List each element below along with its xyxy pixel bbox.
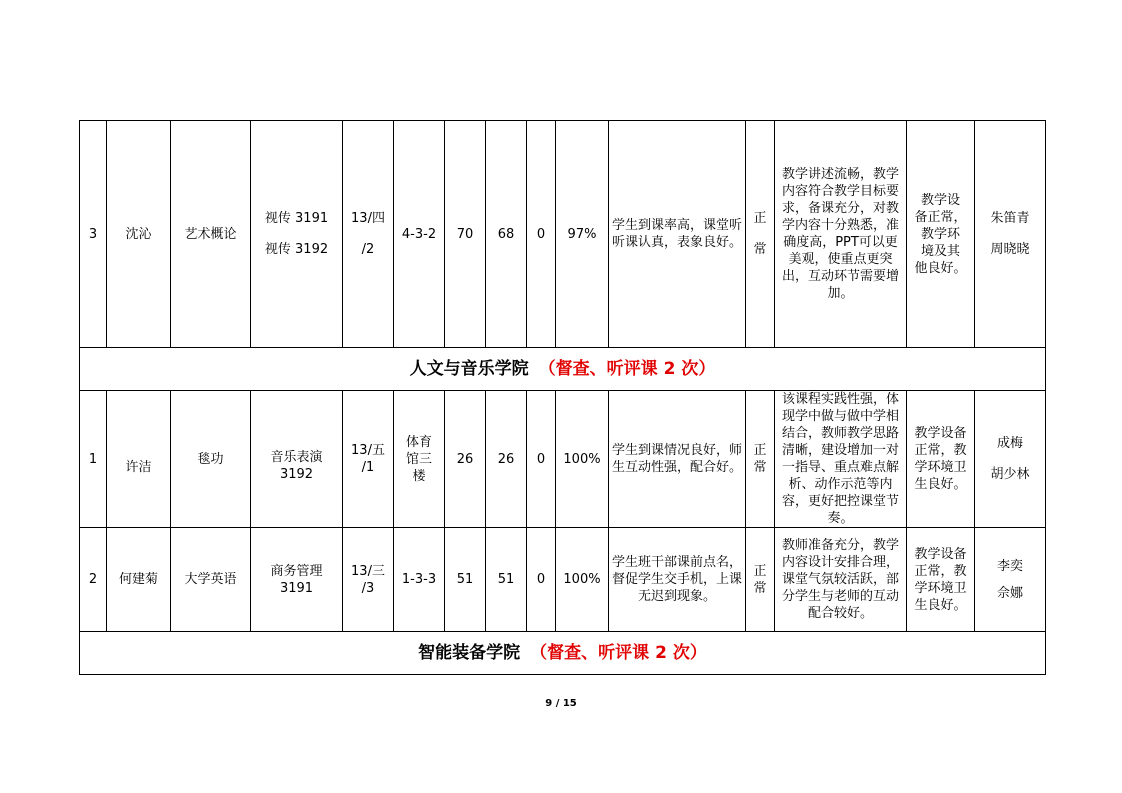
environment-status: 教学设备正常，教学环境卫生良好。: [907, 391, 975, 528]
class-item: 音乐表演: [270, 450, 323, 465]
attendance-rate: 97%: [556, 121, 609, 348]
student-status: 学生班干部课前点名，督促学生交手机，上课无迟到现象。: [609, 528, 746, 632]
teaching-evaluation: 教师准备充分，教学内容设计安排合理，课堂气氛较活跃，部分学生与老师的互动配合较好。: [775, 528, 907, 632]
attendance-rate: 100%: [556, 528, 609, 632]
teacher-name: 许洁: [107, 391, 171, 528]
teaching-state: 正 常: [746, 528, 775, 632]
class-item: 视传 3191: [264, 211, 329, 226]
section-header: [80, 632, 1046, 675]
enrolled-count: 26: [445, 391, 486, 528]
course-name: 艺术概论: [171, 121, 251, 348]
teaching-state: 正 常: [746, 121, 775, 348]
student-status: 学生到课率高，课堂听听课认真，表象良好。: [609, 121, 746, 348]
present-count: 68: [486, 121, 527, 348]
teaching-state: 正 常: [746, 391, 775, 528]
present-count: 51: [486, 528, 527, 632]
course-name: 毯功: [171, 391, 251, 528]
teaching-evaluation: 该课程实践性强，体现学中做与做中学相结合，教师教学思路清晰，建设增加一对一指导、重点难点解析、动作示范等内容，更好把控课堂节奏。: [775, 391, 907, 528]
week-day: 13/三 /3: [343, 528, 394, 632]
section-note: （督查、听评课 2 次）: [530, 642, 707, 663]
class-item: 3192: [279, 467, 314, 482]
enrolled-count: 51: [445, 528, 486, 632]
inspector-names: 朱笛青 周晓晓: [975, 121, 1046, 348]
present-count: 26: [486, 391, 527, 528]
teaching-evaluation: 教学讲述流畅，教学内容符合教学目标要求，备课充分，对教学内容十分熟悉，准确度高，PPT可以更美观，使重点更突出，互动环节需要增加。: [775, 121, 907, 348]
table-row: [80, 391, 1046, 528]
page-number: 9 / 15: [545, 698, 577, 709]
table-row: [80, 121, 1046, 348]
enrolled-count: 70: [445, 121, 486, 348]
row-number: 2: [80, 528, 107, 632]
section-header: [80, 348, 1046, 391]
class-item: 视传 3192: [264, 242, 329, 257]
row-number: 3: [80, 121, 107, 348]
class-section: 1-3-3: [394, 528, 445, 632]
environment-status: 教学设 备正常， 教学环 境及其 他良好。: [907, 121, 975, 348]
absent-count: 0: [527, 528, 556, 632]
class-list: [251, 528, 343, 632]
section-title: 智能装备学院: [418, 642, 521, 663]
teacher-name: 何建菊: [107, 528, 171, 632]
class-section: 4-3-2: [394, 121, 445, 348]
table-row: [80, 528, 1046, 632]
section-note: （督查、听评课 2 次）: [538, 358, 716, 379]
class-list: [251, 121, 343, 348]
section-title: 人文与音乐学院: [409, 358, 529, 379]
inspection-table: [79, 120, 1046, 675]
row-number: 1: [80, 391, 107, 528]
class-item: 商务管理: [270, 563, 323, 579]
absent-count: 0: [527, 391, 556, 528]
inspector-names: 李奕 佘娜: [975, 528, 1046, 632]
absent-count: 0: [527, 121, 556, 348]
student-status: 学生到课情况良好，师生互动性强，配合好。: [609, 391, 746, 528]
week-day: 13/五 /1: [343, 391, 394, 528]
inspector-names: 成梅 胡少林: [975, 391, 1046, 528]
teacher-name: 沈沁: [107, 121, 171, 348]
class-item: 3191: [279, 580, 314, 596]
course-name: 大学英语: [171, 528, 251, 632]
week-day: 13/四 /2: [343, 121, 394, 348]
class-section: 体育 馆三 楼: [394, 391, 445, 528]
environment-status: 教学设备正常，教学环境卫生良好。: [907, 528, 975, 632]
attendance-rate: 100%: [556, 391, 609, 528]
class-list: [251, 391, 343, 528]
